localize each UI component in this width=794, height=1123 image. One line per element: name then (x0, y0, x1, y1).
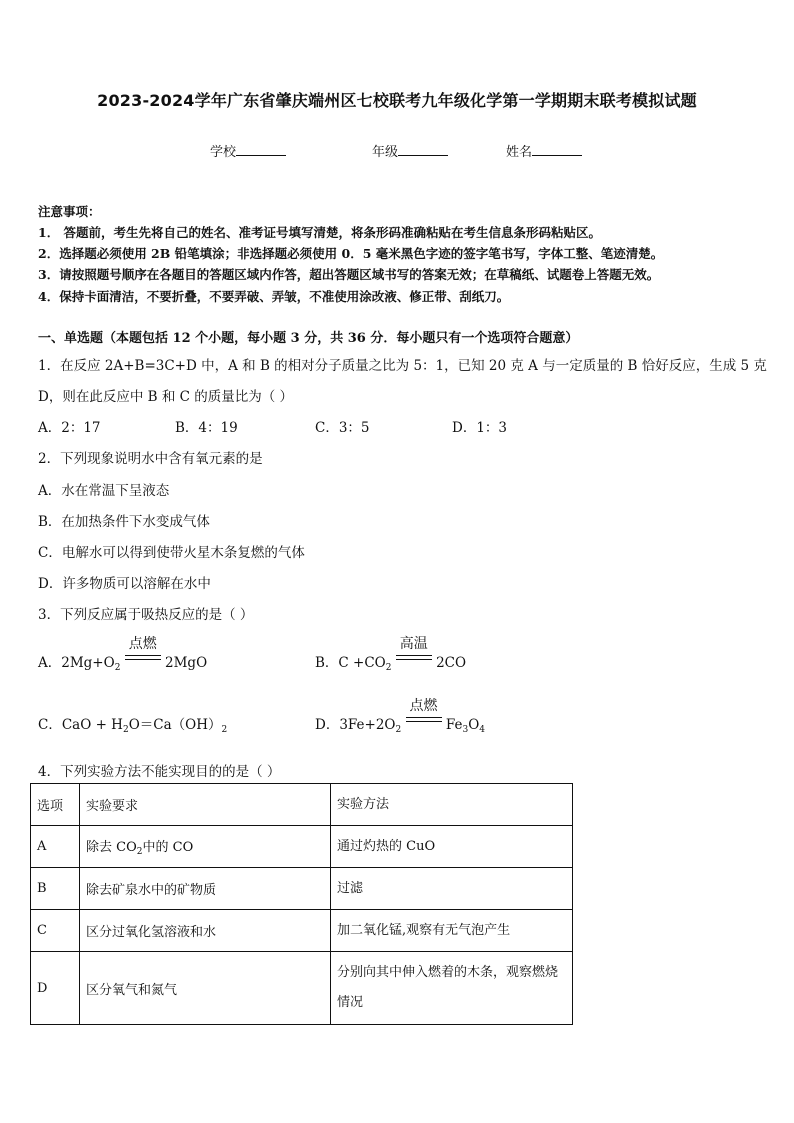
table-cell: 通过灼热的 CuO (331, 826, 573, 868)
subscript: 3 (462, 725, 469, 735)
reaction-condition (125, 636, 161, 667)
q1-option-b[interactable]: B．4：19 (175, 420, 238, 436)
grade-field (372, 141, 448, 160)
subscript: 2 (122, 725, 129, 735)
reaction-condition (396, 636, 432, 667)
table-cell: D (31, 952, 80, 1025)
equation-products: 2CO (436, 655, 467, 671)
school-blank[interactable] (236, 143, 286, 156)
equation-products: 2MgO (165, 655, 208, 671)
page-title: 2023-2024学年广东省肇庆端州区七校联考九年级化学第一学期期末联考模拟试题 (97, 91, 697, 110)
name-field (506, 141, 582, 160)
condition-text: 高温 (399, 636, 428, 652)
notice-item: 3．请按照题号顺序在各题目的答题区域内作答，超出答题区域书写的答案无效；在草稿纸、试题卷上答题无效。 (38, 267, 660, 282)
q3-option-a[interactable] (38, 636, 208, 673)
cell-text: 除去 CO (86, 840, 137, 855)
equation-reactants: C +CO (338, 655, 386, 671)
option-letter: C． (38, 717, 62, 733)
name-label: 姓名 (506, 145, 533, 160)
section-heading: 一、单选题（本题包括 12 个小题，每小题 3 分，共 36 分．每小题只有一个选项符合题意） (38, 331, 579, 346)
table-cell: 除去矿泉水中的矿物质 (80, 868, 331, 910)
equals-sign (406, 717, 442, 722)
subscript: 2 (385, 663, 392, 673)
q2-stem: 2．下列现象说明水中含有氧元素的是 (38, 451, 263, 467)
grade-blank[interactable] (398, 143, 448, 156)
q1-option-c[interactable]: C．3：5 (315, 420, 370, 436)
table-cell: 区分过氧化氢溶液和水 (80, 910, 331, 952)
notice-item: 4．保持卡面清洁，不要折叠，不要弄破、弄皱，不准使用涂改液、修正带、刮纸刀。 (38, 289, 510, 304)
school-label: 学校 (210, 145, 237, 160)
table-header: 选项 (31, 784, 80, 826)
q3-stem: 3．下列反应属于吸热反应的是（ ） (38, 607, 254, 623)
q2-option-a[interactable]: A．水在常温下呈液态 (38, 483, 170, 499)
table-cell (80, 826, 331, 868)
table-cell: 过滤 (331, 868, 573, 910)
table-header: 实验方法 (331, 784, 573, 826)
table-cell: A (31, 826, 80, 868)
q3-option-c[interactable] (38, 713, 227, 735)
table-cell: C (31, 910, 80, 952)
table-row (31, 952, 573, 1025)
name-blank[interactable] (532, 143, 582, 156)
table-cell: 区分氧气和氮气 (80, 952, 331, 1025)
notice-item: 1． 答题前，考生先将自己的姓名、准考证号填写清楚，将条形码准确粘贴在考生信息条形码粘贴区。 (38, 225, 602, 240)
equation-products: O (468, 717, 480, 733)
q1-option-d[interactable]: D．1：3 (452, 420, 508, 436)
q2-option-c[interactable]: C．电解水可以得到使带火星木条复燃的气体 (38, 545, 305, 561)
q2-option-d[interactable]: D．许多物质可以溶解在水中 (38, 576, 211, 592)
q1-stem-line2: D，则在此反应中 B 和 C 的质量比为（ ） (38, 389, 294, 405)
option-letter: D． (315, 717, 340, 733)
subscript: 2 (221, 725, 228, 735)
school-field (210, 141, 286, 160)
experiment-table (30, 783, 573, 1025)
cell-text: 中的 CO (142, 840, 194, 855)
subscript: 2 (395, 725, 402, 735)
table-cell: 加二氧化锰,观察有无气泡产生 (331, 910, 573, 952)
grade-label: 年级 (372, 145, 399, 160)
option-letter: A． (38, 655, 62, 671)
q1-stem-line1: 1．在反应 2A+B=3C+D 中，A 和 B 的相对分子质量之比为 5：1，已知 20 克 A 与一定质量的 B 恰好反应，生成 5 克 (38, 358, 767, 374)
table-cell: B (31, 868, 80, 910)
equation-reactants: 2Mg+O (61, 655, 115, 671)
q4-stem: 4．下列实验方法不能实现目的的是（ ） (38, 764, 281, 780)
equation-part: O＝Ca（OH） (128, 717, 222, 733)
equation-reactants: 3Fe+2O (339, 717, 396, 733)
table-cell: 分别向其中伸入燃着的木条，观察燃烧情况 (331, 952, 573, 1025)
option-letter: B． (315, 655, 339, 671)
equation-products: Fe (445, 717, 463, 733)
table-row (31, 826, 573, 868)
notice-heading: 注意事项： (38, 204, 101, 219)
equals-sign (396, 655, 432, 660)
equation-part: CaO + H (61, 717, 123, 733)
q3-option-d[interactable] (315, 698, 486, 735)
table-header: 实验要求 (80, 784, 331, 826)
table-row (31, 868, 573, 910)
condition-text: 点燃 (409, 698, 438, 714)
notice-item: 2．选择题必须使用 2B 铅笔填涂；非选择题必须使用 0．5 毫米黑色字迹的签字笔书写，字体工整、笔迹清楚。 (38, 246, 664, 261)
reaction-condition (406, 698, 442, 729)
subscript: 2 (114, 663, 121, 673)
subscript: 4 (479, 725, 486, 735)
q3-option-b[interactable] (315, 636, 467, 673)
subscript: 2 (136, 847, 143, 857)
q2-option-b[interactable]: B．在加热条件下水变成气体 (38, 514, 210, 530)
table-row (31, 910, 573, 952)
condition-text: 点燃 (128, 636, 157, 652)
q1-option-a[interactable]: A．2：17 (38, 420, 101, 436)
equals-sign (125, 655, 161, 660)
table-header-row (31, 784, 573, 826)
